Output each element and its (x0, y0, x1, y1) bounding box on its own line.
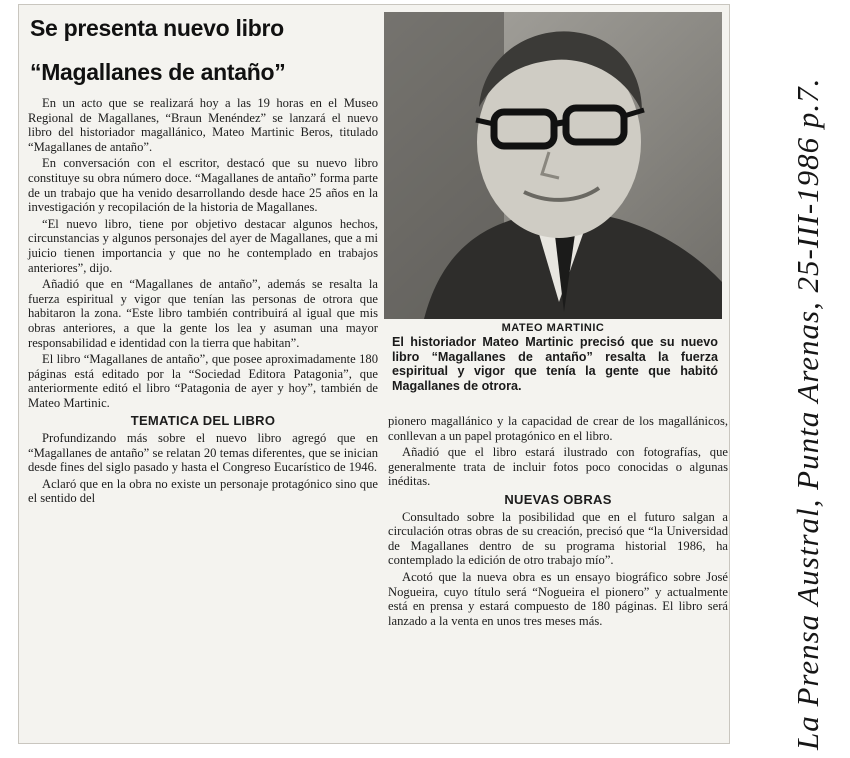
paragraph: pionero magallánico y la capacidad de crear de los magallánicos, conllevan a un papel protagónico en el libro. (388, 414, 728, 443)
paragraph: En conversación con el escritor, destacó que su nuevo libro constituye su obra número doce. “Magallanes de antaño” forma parte de un trabajo que ha venido desarrollando desde hace 25 años en la investigación y recopilación de la historia de Magallanes. (28, 156, 378, 215)
paragraph: El libro “Magallanes de antaño”, que posee aproximadamente 180 páginas está editado por la “Sociedad Editora Patagonia”, que anteriormente editó el libro “Patagonia de ayer y hoy”, también de Mateo Martinic. (28, 352, 378, 410)
paragraph: “El nuevo libro, tiene por objetivo destacar algunos hechos, circunstancias y algunos personajes del ayer de Magallanes, que a mi juicio tienen importancia y que no he contemplado en trabajos anteriores”, dijo. (28, 216, 378, 275)
paragraph: Aclaró que en la obra no existe un personaje protagónico sino que el sentido del (28, 476, 378, 506)
photo-caption-name: MATEO MARTINIC (501, 322, 605, 334)
paragraph: Añadió que en “Magallanes de antaño”, además se resalta la fuerza espiritual y vigor que tenían las personas de otrora que habitaron la zona. “Este libro también contribuirá al igual que mis obras anteriores, a que la gente los lea y asuman una mayor responsabilidad e identidad con la tierra que habitan”. (28, 277, 378, 350)
paragraph: Añadió que el libro estará ilustrado con fotografías, que generalmente trata de incluir fotos poco conocidas o algunas inéditas. (388, 445, 728, 489)
headline-line-1: Se presenta nuevo libro (30, 15, 284, 41)
paragraph: Profundizando más sobre el nuevo libro agregó que en “Magallanes de antaño” se relatan 20 temas diferentes, que se inician desde fines del siglo pasado y hasta el Congreso Eucarístico de 1946. (28, 431, 378, 475)
handwritten-source-note: La Prensa Austral, Punta Arenas, 25-III-1986 p.7. (790, 77, 825, 750)
paragraph: Consultado sobre la posibilidad que en el futuro salgan a circulación otras obras de su creación, precisó que “la Universidad de Magallanes dentro de su programa historial 1986, ha contemplado la edición de otro trabajo mío”. (388, 509, 728, 568)
article-column-right (388, 414, 728, 744)
subheading-nuevas-obras: NUEVAS OBRAS (504, 491, 612, 507)
article-column-left (28, 96, 378, 736)
photo-caption: El historiador Mateo Martinic precisó que su nuevo libro “Magallanes de antaño” resalta la fuerza espiritual y vigor que tenía la gente que habitó Magallanes de otrora. (392, 335, 718, 393)
paragraph: En un acto que se realizará hoy a las 19 horas en el Museo Regional de Magallanes, “Braun Menéndez” se lanzará el nuevo libro del historiador magallánico, Mateo Martinic Beros, titulado “Magallanes de antaño”. (28, 96, 378, 154)
portrait-photo (384, 12, 722, 319)
paragraph: Acotó que la nueva obra es un ensayo biográfico sobre José Nogueira, cuyo título será “Nogueira el pionero” y actualmente está en prensa y estará compuesto de 180 páginas. El libro será lanzado a la venta en unos tres meses más. (388, 569, 728, 628)
subheading-tematica: TEMATICA DEL LIBRO (130, 413, 276, 429)
portrait-illustration (384, 12, 722, 319)
headline-line-2: “Magallanes de antaño” (30, 59, 286, 85)
